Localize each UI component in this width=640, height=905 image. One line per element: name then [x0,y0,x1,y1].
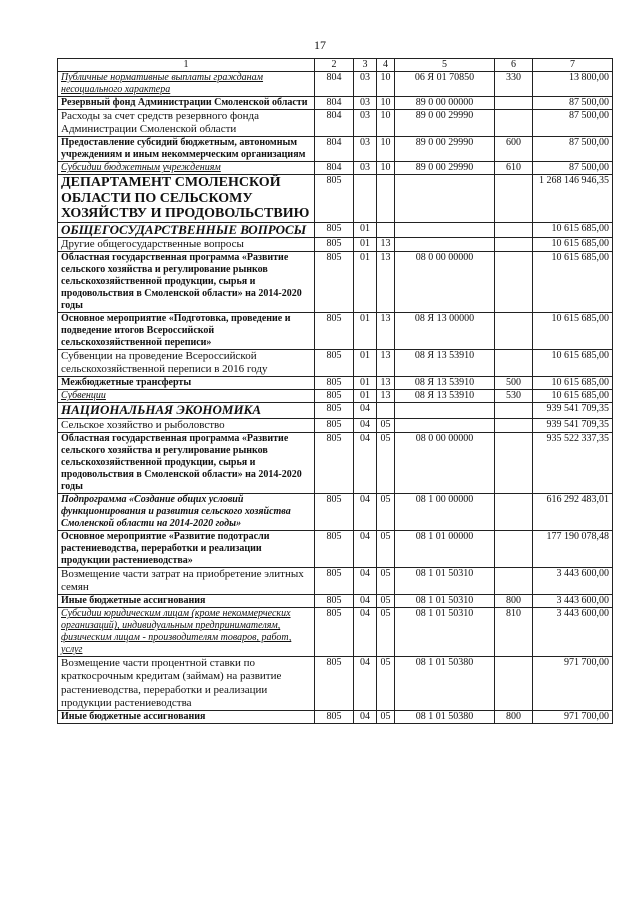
cell-name: Основное мероприятие «Развитие подотрасли растениеводства, переработки и реализации продукции растениеводства» [58,530,315,567]
table-row [58,390,613,403]
cell-sum: 10 615 685,00 [533,377,613,390]
cell-csr: 08 Я 13 53910 [395,390,495,403]
cell-rz: 03 [354,110,377,137]
cell-rz: 01 [354,222,377,237]
cell-pr: 05 [377,418,395,432]
cell-gr: 804 [315,162,354,175]
table-row [58,350,613,377]
cell-sum: 10 615 685,00 [533,252,613,313]
table-row [58,222,613,237]
table-row [58,313,613,350]
cell-pr [377,403,395,418]
table-row [58,432,613,493]
cell-csr: 08 1 01 50310 [395,608,495,657]
cell-gr: 805 [315,252,354,313]
cell-pr: 05 [377,567,395,594]
cell-csr: 08 Я 13 53910 [395,350,495,377]
cell-csr: 08 1 01 50380 [395,657,495,711]
cell-gr: 805 [315,313,354,350]
cell-rz: 03 [354,162,377,175]
cell-csr [395,222,495,237]
cell-csr: 08 1 01 50380 [395,711,495,724]
cell-vr: 530 [495,390,533,403]
cell-name: Субсидии юридическим лицам (кроме некоммерческих организаций), индивидуальным предпринимателям, физическим лицам - производителям товаров, работ, услуг [58,608,315,657]
header-cell-csr: 5 [395,59,495,72]
cell-sum: 87 500,00 [533,110,613,137]
cell-gr: 805 [315,403,354,418]
cell-name: Подпрограмма «Создание общих условий функционирования и развития сельского хозяйства Смоленской области на 2014-2020 годы» [58,493,315,530]
cell-pr [377,175,395,222]
cell-sum: 971 700,00 [533,711,613,724]
cell-rz: 04 [354,567,377,594]
cell-sum: 3 443 600,00 [533,595,613,608]
cell-name: Основное мероприятие «Подготовка, проведение и подведение итогов Всероссийской сельскохозяйственной переписи» [58,313,315,350]
cell-vr [495,432,533,493]
header-cell-sum: 7 [533,59,613,72]
cell-pr: 13 [377,252,395,313]
header-cell-vr: 6 [495,59,533,72]
cell-rz: 01 [354,237,377,251]
cell-rz [354,175,377,222]
cell-rz: 04 [354,595,377,608]
cell-gr: 805 [315,390,354,403]
cell-vr [495,110,533,137]
cell-sum: 87 500,00 [533,97,613,110]
cell-rz: 03 [354,97,377,110]
cell-vr [495,313,533,350]
cell-gr: 804 [315,137,354,162]
cell-rz: 04 [354,432,377,493]
cell-sum: 3 443 600,00 [533,567,613,594]
cell-pr: 05 [377,608,395,657]
table-row [58,110,613,137]
cell-pr: 05 [377,595,395,608]
cell-rz: 01 [354,313,377,350]
cell-sum: 10 615 685,00 [533,222,613,237]
table-header [58,59,613,72]
cell-vr: 600 [495,137,533,162]
cell-pr: 10 [377,162,395,175]
cell-gr: 805 [315,418,354,432]
cell-gr: 805 [315,175,354,222]
cell-gr: 804 [315,72,354,97]
cell-vr [495,567,533,594]
table-row [58,175,613,222]
cell-rz: 04 [354,418,377,432]
cell-gr: 805 [315,608,354,657]
cell-csr: 08 1 01 50310 [395,595,495,608]
cell-sum: 935 522 337,35 [533,432,613,493]
cell-vr [495,657,533,711]
cell-csr: 06 Я 01 70850 [395,72,495,97]
table-row [58,657,613,711]
cell-csr: 89 0 00 00000 [395,97,495,110]
cell-csr: 08 1 01 00000 [395,530,495,567]
cell-vr [495,175,533,222]
table-row [58,403,613,418]
cell-pr: 13 [377,350,395,377]
cell-gr: 805 [315,711,354,724]
cell-pr: 10 [377,137,395,162]
cell-rz: 04 [354,530,377,567]
cell-name: Сельское хозяйство и рыболовство [58,418,315,432]
cell-name: Возмещение части затрат на приобретение элитных семян [58,567,315,594]
header-cell-pr: 4 [377,59,395,72]
cell-csr: 89 0 00 29990 [395,137,495,162]
cell-csr [395,175,495,222]
cell-pr: 13 [377,377,395,390]
cell-rz: 04 [354,657,377,711]
cell-csr: 89 0 00 29990 [395,110,495,137]
cell-csr: 08 1 00 00000 [395,493,495,530]
cell-pr: 05 [377,493,395,530]
cell-sum: 616 292 483,01 [533,493,613,530]
cell-vr: 800 [495,595,533,608]
cell-sum: 13 800,00 [533,72,613,97]
cell-sum: 939 541 709,35 [533,418,613,432]
cell-name: Иные бюджетные ассигнования [58,595,315,608]
table-row [58,711,613,724]
table-row [58,162,613,175]
cell-rz: 03 [354,72,377,97]
cell-name: Расходы за счет средств резервного фонда Администрации Смоленской области [58,110,315,137]
table-row [58,237,613,251]
table-row [58,72,613,97]
cell-vr [495,222,533,237]
cell-rz: 03 [354,137,377,162]
cell-pr: 05 [377,711,395,724]
cell-csr: 89 0 00 29990 [395,162,495,175]
cell-sum: 10 615 685,00 [533,237,613,251]
cell-rz: 01 [354,377,377,390]
cell-sum: 10 615 685,00 [533,390,613,403]
table-row [58,137,613,162]
header-row [58,59,613,72]
cell-sum: 10 615 685,00 [533,350,613,377]
table-row [58,97,613,110]
cell-csr [395,403,495,418]
cell-name: Областная государственная программа «Развитие сельского хозяйства и регулирование рынков сельскохозяйственной продукции, сырья и продовольствия в Смоленской области» на 2014-2020 годы [58,252,315,313]
page-number: 17 [314,38,326,52]
cell-pr [377,222,395,237]
cell-vr [495,403,533,418]
cell-sum: 1 268 146 946,35 [533,175,613,222]
cell-gr: 805 [315,493,354,530]
cell-name: Иные бюджетные ассигнования [58,711,315,724]
table-row [58,567,613,594]
table-row [58,252,613,313]
header-cell-rz: 3 [354,59,377,72]
cell-gr: 805 [315,595,354,608]
cell-sum: 10 615 685,00 [533,313,613,350]
cell-csr [395,418,495,432]
cell-rz: 01 [354,390,377,403]
cell-gr: 805 [315,237,354,251]
table-row [58,530,613,567]
table-body [58,72,613,724]
cell-name: Резервный фонд Администрации Смоленской области [58,97,315,110]
cell-vr [495,237,533,251]
cell-vr [495,530,533,567]
cell-csr: 08 Я 13 00000 [395,313,495,350]
cell-pr: 10 [377,97,395,110]
cell-vr [495,350,533,377]
cell-gr: 804 [315,97,354,110]
header-cell-gr: 2 [315,59,354,72]
cell-name: ДЕПАРТАМЕНТ СМОЛЕНСКОЙ ОБЛАСТИ ПО СЕЛЬСКОМУ ХОЗЯЙСТВУ И ПРОДОВОЛЬСТВИЮ [58,175,315,222]
table-row [58,608,613,657]
cell-name: НАЦИОНАЛЬНАЯ ЭКОНОМИКА [58,403,315,418]
cell-pr: 10 [377,110,395,137]
cell-sum: 87 500,00 [533,137,613,162]
cell-rz: 01 [354,350,377,377]
cell-name: Субсидии бюджетным учреждениям [58,162,315,175]
cell-pr: 13 [377,237,395,251]
cell-rz: 04 [354,403,377,418]
cell-pr: 05 [377,530,395,567]
cell-name: Субвенции на проведение Всероссийской сельскохозяйственной переписи в 2016 году [58,350,315,377]
budget-table [57,58,613,724]
cell-vr [495,493,533,530]
cell-vr [495,418,533,432]
cell-gr: 805 [315,377,354,390]
cell-vr: 610 [495,162,533,175]
cell-gr: 805 [315,530,354,567]
cell-rz: 04 [354,608,377,657]
cell-rz: 01 [354,252,377,313]
cell-name: Субвенции [58,390,315,403]
cell-gr: 805 [315,567,354,594]
cell-rz: 04 [354,711,377,724]
cell-vr: 500 [495,377,533,390]
cell-pr: 05 [377,657,395,711]
cell-name: Другие общегосударственные вопросы [58,237,315,251]
cell-sum: 3 443 600,00 [533,608,613,657]
cell-vr [495,97,533,110]
cell-gr: 805 [315,222,354,237]
cell-sum: 939 541 709,35 [533,403,613,418]
cell-csr: 08 Я 13 53910 [395,377,495,390]
cell-gr: 804 [315,110,354,137]
cell-pr: 13 [377,313,395,350]
cell-name: Возмещение части процентной ставки по краткосрочным кредитам (займам) на развитие растениеводства, переработки и реализации продукции растениеводства [58,657,315,711]
cell-sum: 971 700,00 [533,657,613,711]
cell-pr: 10 [377,72,395,97]
cell-pr: 05 [377,432,395,493]
table-row [58,493,613,530]
cell-name: Предоставление субсидий бюджетным, автономным учреждениям и иным некоммерческим организациям [58,137,315,162]
cell-csr [395,237,495,251]
cell-name: Публичные нормативные выплаты гражданам несоциального характера [58,72,315,97]
cell-vr: 810 [495,608,533,657]
cell-gr: 805 [315,657,354,711]
table-row [58,418,613,432]
table-row [58,377,613,390]
cell-vr: 330 [495,72,533,97]
cell-sum: 177 190 078,48 [533,530,613,567]
cell-csr: 08 0 00 00000 [395,432,495,493]
cell-csr: 08 0 00 00000 [395,252,495,313]
cell-name: Межбюджетные трансферты [58,377,315,390]
cell-vr: 800 [495,711,533,724]
cell-vr [495,252,533,313]
cell-csr: 08 1 01 50310 [395,567,495,594]
cell-gr: 805 [315,432,354,493]
cell-pr: 13 [377,390,395,403]
table-row [58,595,613,608]
cell-gr: 805 [315,350,354,377]
cell-sum: 87 500,00 [533,162,613,175]
cell-name: ОБЩЕГОСУДАРСТВЕННЫЕ ВОПРОСЫ [58,222,315,237]
header-cell-name: 1 [58,59,315,72]
cell-rz: 04 [354,493,377,530]
cell-name: Областная государственная программа «Развитие сельского хозяйства и регулирование рынков сельскохозяйственной продукции, сырья и продовольствия в Смоленской области» на 2014-2020 годы [58,432,315,493]
